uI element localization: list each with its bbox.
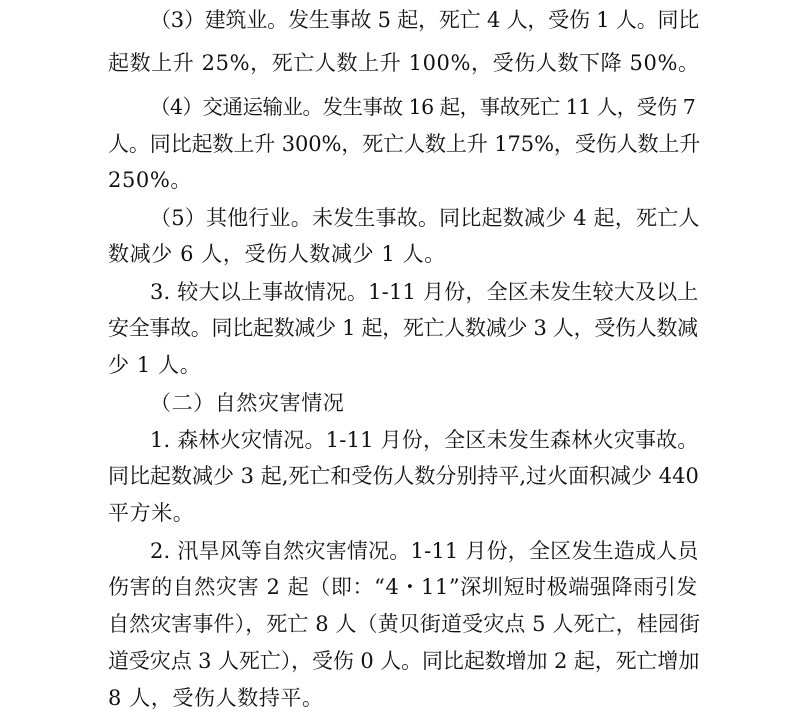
text-line: 安全事故。同比起数减少 1 起，死亡人数减少 3 人，受伤人数减 (108, 316, 698, 340)
text-line: 数减少 6 人，受伤人数减少 1 人。 (108, 242, 446, 266)
text-line: 3. 较大以上事故情况。1-11 月份，全区未发生较大及以上 (150, 280, 699, 304)
text-line: 少 1 人。 (108, 353, 202, 377)
text-line: 2. 汛旱风等自然灾害情况。1-11 月份，全区发生造成人员 (150, 539, 699, 563)
text-line: 250%。 (108, 168, 193, 192)
text-line: 1. 森林火灾情况。1-11 月份，全区未发生森林火灾事故。 (150, 428, 699, 452)
text-line: 伤害的自然灾害 2 起（即：“4・11”深圳短时极端强降雨引发 (108, 575, 698, 599)
text-line: （3）建筑业。发生事故 5 起，死亡 4 人，受伤 1 人。同比 (150, 8, 700, 32)
text-line: 自然灾害事件），死亡 8 人（黄贝街道受灾点 5 人死亡，桂园街 (108, 612, 701, 636)
text-line: 人。同比起数上升 300%，死亡人数上升 175%，受伤人数上升 (108, 132, 701, 156)
text-line: 同比起数减少 3 起,死亡和受伤人数分别持平,过火面积减少 440 (108, 464, 699, 488)
text-line: 起数上升 25%，死亡人数上升 100%，受伤人数下降 50%。 (108, 51, 700, 75)
text-line: （5）其他行业。未发生事故。同比起数减少 4 起，死亡人 (150, 206, 700, 230)
text-line: 平方米。 (108, 501, 195, 525)
text-line: 道受灾点 3 人死亡），受伤 0 人。同比起数增加 2 起，死亡增加 (108, 649, 700, 673)
text-line: （4）交通运输业。发生事故 16 起，事故死亡 11 人，受伤 7 (150, 95, 696, 119)
text-line: 8 人，受伤人数持平。 (108, 686, 324, 710)
section-heading: （二）自然灾害情况 (150, 391, 345, 415)
